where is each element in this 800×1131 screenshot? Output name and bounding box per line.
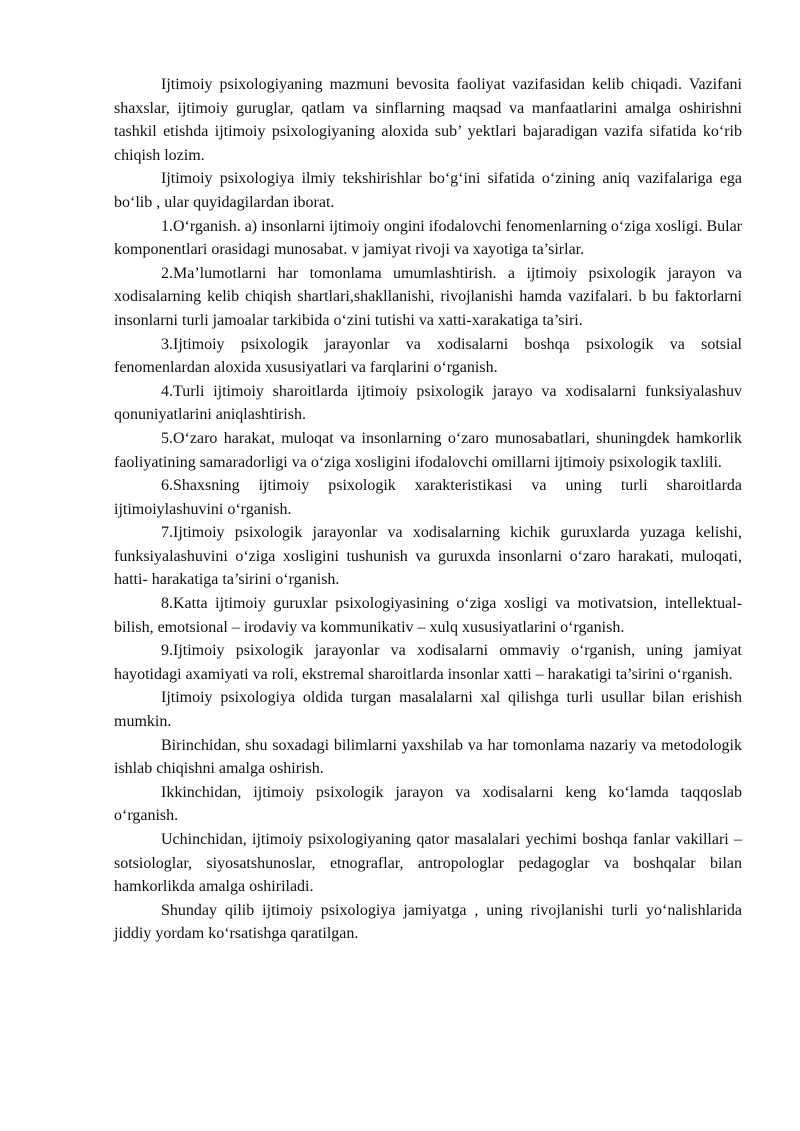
- paragraph-intro: Ijtimoiy psixologiyaning mazmuni bevosita faoliyat vazifasidan kelib chiqadi. Vazifani shaxslar, ijtimoiy guruglar, qatlam va sinflarning maqsad va manfaatlarini amalga oshirishni tashkil etishda ijtimoiy psixologiyaning aloxida sub’ yektlari bajaradigan vazifa sifatida ko‘rib chiqish lozim.: [114, 76, 742, 164]
- paragraph-item-5: 5.O‘zaro harakat, muloqat va insonlarning o‘zaro munosabatlari, shuningdek hamkorlik faoliyatining samaradorligi va o‘ziga xosligini ifodalovchi omillarni ijtimoiy psixologik taxlili.: [114, 429, 742, 471]
- paragraph-first-method: Birinchidan, shu soxadagi bilimlarni yaxshilab va har tomonlama nazariy va metodologik ishlab chiqishni amalga oshirish.: [114, 736, 742, 778]
- paragraph-item-8: 8.Katta ijtimoiy guruxlar psixologiyasining o‘ziga xosligi va motivatsion, intellektual- bilish, emotsional – irodaviy va kommunikativ – xulq xususiyatlarini o‘rganish.: [114, 595, 742, 636]
- paragraph-item-7: 7.Ijtimoiy psixologik jarayonlar va xodisalarning kichik guruxlarda yuzaga kelishi, funksiyalashuvini o‘ziga xosligini tushunish va guruxda insonlarni o‘zaro harakati, muloqati, hatti- harakatiga ta’sirini o‘rganish.: [114, 524, 742, 589]
- paragraph-conclusion: Shunday qilib ijtimoiy psixologiya jamiyatga , uning rivojlanishi turli yo‘nalishlarida jiddiy yordam ko‘rsatishga qaratilgan.: [114, 901, 742, 943]
- paragraph-item-9: 9.Ijtimoiy psixologik jarayonlar va xodisalarni ommaviy o‘rganish, uning jamiyat hayotidagi axamiyati va roli, ekstremal sharoitlarda insonlar xatti – harakatigi ta’sirini o‘rganish.: [114, 642, 742, 683]
- paragraph-item-4: 4.Turli ijtimoiy sharoitlarda ijtimoiy psixologik jarayo va xodisalarni funksiyalashuv qonuniyatlarini aniqlashtirish.: [114, 382, 742, 424]
- paragraph-tasks-intro: Ijtimoiy psixologiya ilmiy tekshirishlar bo‘g‘ini sifatida o‘zining aniq vazifalariga ega bo‘lib , ular quyidagilardan iborat.: [114, 170, 742, 211]
- paragraph-methods-intro: Ijtimoiy psixologiya oldida turgan masalalarni xal qilishga turli usullar bilan erishish mumkin.: [114, 689, 742, 731]
- document-page: [114, 73, 742, 946]
- paragraph-third-method: Uchinchidan, ijtimoiy psixologiyaning qator masalalari yechimi boshqa fanlar vakillari – sotsiologlar, siyosatshunoslar, etnograflar, antropologlar pedagoglar va boshqalar bilan hamkorlikda amalga oshiriladi.: [114, 831, 742, 896]
- paragraph-item-1: 1.O‘rganish. a) insonlarni ijtimoiy ongini ifodalovchi fenomenlarning o‘ziga xosligi. Bular komponentlari orasidagi munosabat. v jamiyat rivoji va xayotiga ta’sirlar.: [114, 217, 742, 259]
- paragraph-item-2: 2.Ma’lumotlarni har tomonlama umumlashtirish. a ijtimoiy psixologik jarayon va xodisalarning kelib chiqish shartlari,shakllanishi, rivojlanishi hamda vazifalari. b bu faktorlarni insonlarni turli jamoalar tarkibida o‘zini tutishi va xatti-xarakatiga ta’siri.: [114, 264, 742, 329]
- paragraph-item-3: 3.Ijtimoiy psixologik jarayonlar va xodisalarni boshqa psixologik va sotsial fenomenlardan aloxida xususiyatlari va farqlarini o‘rganish.: [114, 335, 742, 377]
- paragraph-item-6: 6.Shaxsning ijtimoiy psixologik xarakteristikasi va uning turli sharoitlarda ijtimoiylashuvini o‘rganish.: [114, 477, 742, 518]
- paragraph-second-method: Ikkinchidan, ijtimoiy psixologik jarayon va xodisalarni keng ko‘lamda taqqoslab o‘rganish.: [114, 783, 742, 825]
